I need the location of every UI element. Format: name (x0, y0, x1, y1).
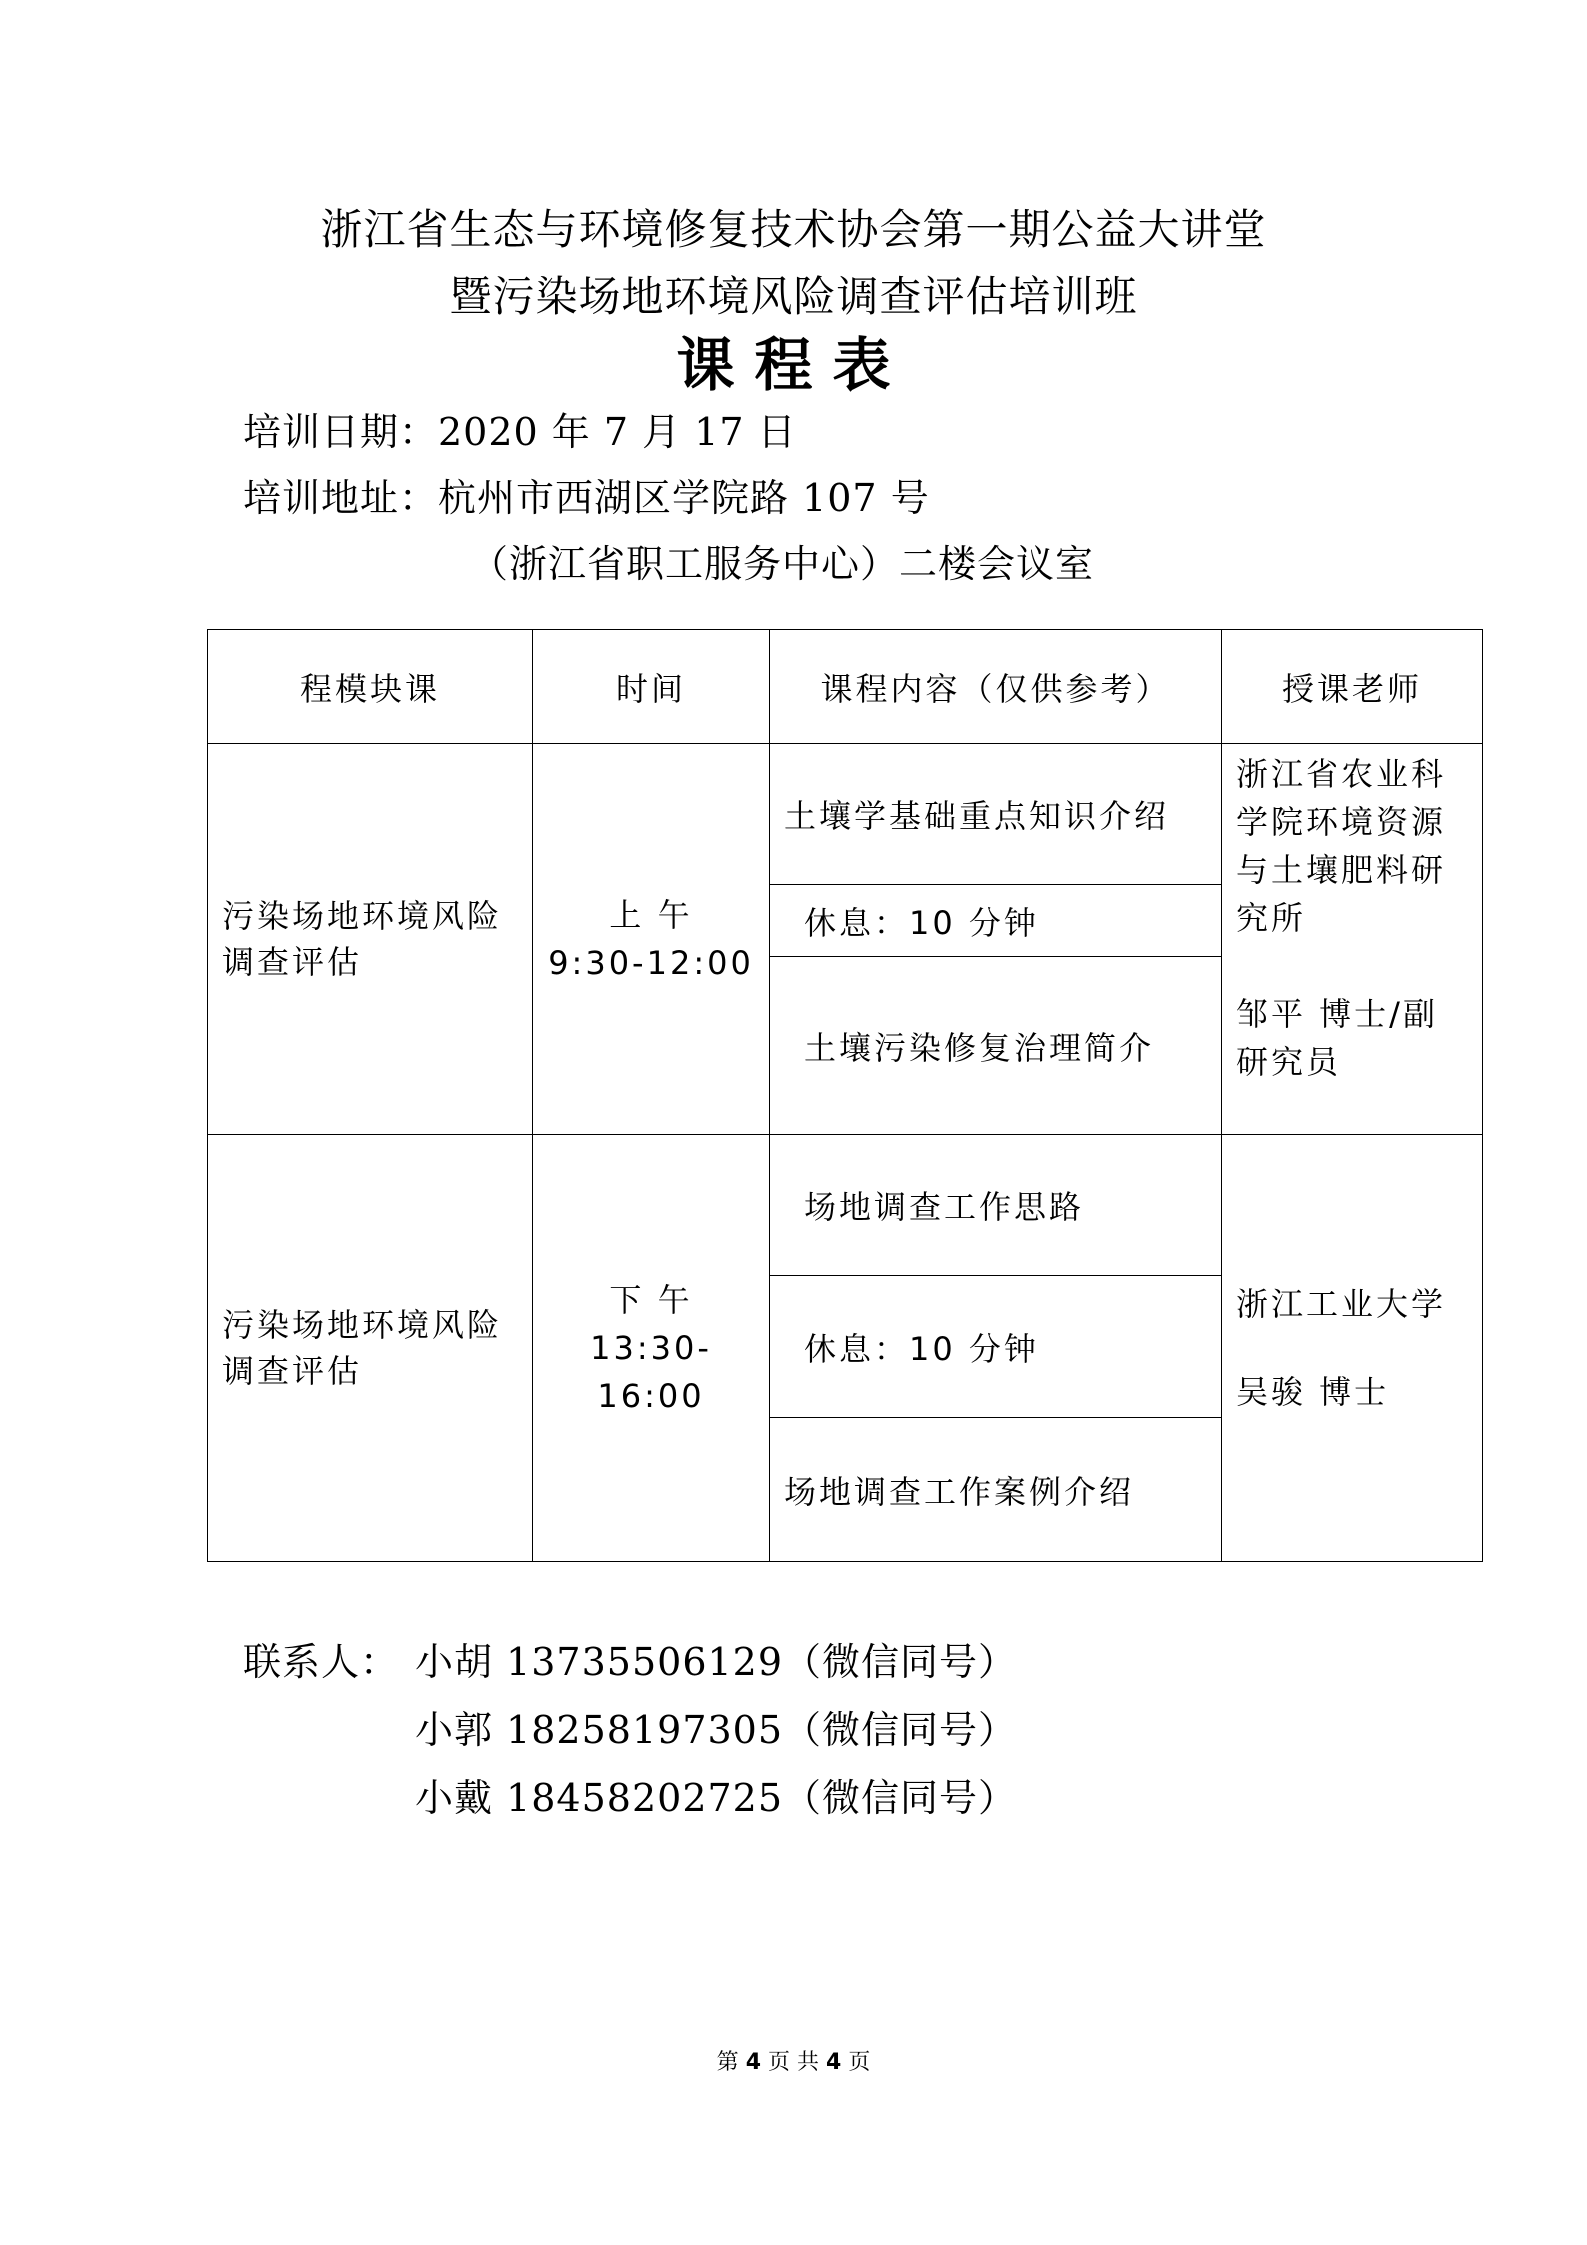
session-time (533, 744, 770, 1135)
training-date: 培训日期：2020 年 7 月 17 日 (243, 410, 797, 454)
page-total: 4 (826, 2050, 842, 2075)
page-number: 4 (745, 2050, 761, 2075)
table-header-row (208, 630, 1483, 744)
table-row (208, 1135, 1483, 1276)
teacher-name: 邹平 博士/副研究员 (1236, 995, 1438, 1081)
footer-prefix: 第 (716, 2050, 739, 2075)
session-period: 上 午 (609, 896, 693, 934)
session-module: 污染场地环境风险调查评估 (208, 744, 533, 1135)
session-period: 下 午 (609, 1281, 693, 1319)
header-teacher: 授课老师 (1222, 630, 1483, 744)
contacts-label: 联系人： (243, 1640, 400, 1684)
course-content: 土壤学基础重点知识介绍 (770, 744, 1222, 885)
teacher-name: 吴骏 博士 (1236, 1373, 1390, 1411)
session-hours: 13:30-16:00 (590, 1329, 712, 1415)
training-address: 培训地址：杭州市西湖区学院路 107 号 (243, 476, 930, 520)
footer-mid: 页 共 (768, 2050, 819, 2075)
training-address-detail: （浙江省职工服务中心）二楼会议室 (470, 542, 1095, 586)
title-line-1: 浙江省生态与环境修复技术协会第一期公益大讲堂 (320, 205, 1267, 254)
course-content: 场地调查工作思路 (770, 1135, 1222, 1276)
contact-row: 小郭 18258197305（微信同号） (415, 1708, 1018, 1752)
schedule-heading: 课程表 (676, 331, 911, 399)
course-content: 休息：10 分钟 (770, 885, 1222, 957)
teacher-cell (1222, 744, 1483, 1135)
course-content: 土壤污染修复治理简介 (770, 957, 1222, 1135)
session-time (533, 1135, 770, 1562)
course-content: 场地调查工作案例介绍 (770, 1418, 1222, 1562)
table-row (208, 744, 1483, 885)
header-time: 时间 (533, 630, 770, 744)
teacher-org: 浙江省农业科学院环境资源与土壤肥料研究所 (1236, 755, 1447, 937)
title-line-2: 暨污染场地环境风险调查评估培训班 (449, 272, 1138, 321)
header-content: 课程内容（仅供参考） (770, 630, 1222, 744)
session-hours: 9:30-12:00 (548, 944, 754, 982)
course-content: 休息：10 分钟 (770, 1276, 1222, 1418)
schedule-table (207, 629, 1483, 1562)
footer-suffix: 页 (848, 2050, 871, 2075)
session-module: 污染场地环境风险调查评估 (208, 1135, 533, 1562)
contact-row: 小戴 18458202725（微信同号） (415, 1776, 1018, 1820)
teacher-cell (1222, 1135, 1483, 1562)
teacher-org: 浙江工业大学 (1236, 1285, 1447, 1323)
contact-row: 小胡 13735506129（微信同号） (415, 1640, 1018, 1684)
page-footer (0, 2048, 1587, 2078)
header-module: 程模块课 (208, 630, 533, 744)
